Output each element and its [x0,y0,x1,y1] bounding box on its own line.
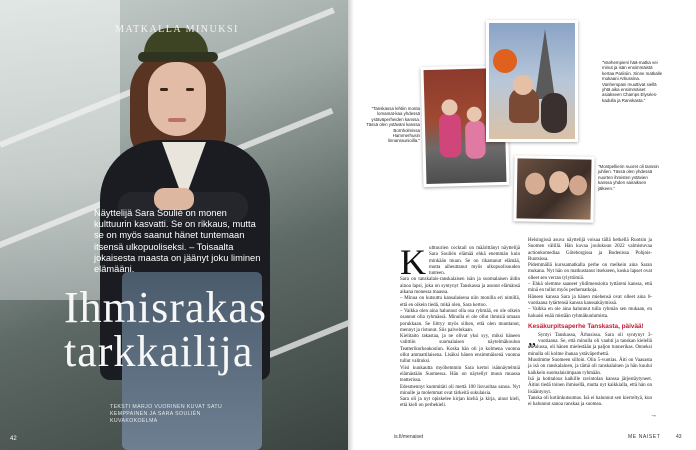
photo-credit: TEKSTI MARJO VUORINEN KUVAT SATU KEMPPAINEN JA SARA SOULIÉN KUVAKOKOELMA [110,404,223,424]
paragraph: Sara on tanskalais-ranskalaisen isän ja suomalaisen äidin ainoa lapsi, joka on syntynyt Tanskassa ja asunut elämänsä aikana monessa maassa. [400,277,520,296]
right-page [354,0,696,450]
headline-line-2: tarkkailija [64,327,254,376]
headline-line-1: Ihmisrakas [64,283,268,332]
paragraph: Tanska oli kotiinkutsumus. Isä ei halunnut sen kierreltyä, kun ei halunnut sanoa ranskaa ja suomea. [528,395,652,408]
article-column-1 [400,242,520,410]
paragraph: ulttuurien cocktail on määrittänyt näyttelijä Sara Soulién elämää ehkä enemmän kuin minkään muun. Se on rikastanut elämää, mutta aiheuttanut myös ulkopuolisuuden tunteen. [429,246,520,277]
page-number-right: 43 [676,434,682,440]
paragraph: Kielitaito rakastaa, ja ne olivat yksi syy, miksi häneen valittiin suomalaisen näytelmäkoulun Teatterikorkeakoulun. Koska hän oli jo kolmena vuonna ollut ammattilaisena. Lisäksi hänen ensimmäisenä vuonna tullut valituksi. [400,334,520,365]
paragraph: Häneen kanssa Sara ja hänen miehensä ovat olleet aina 6-vuotiaana tytärtensä kanssa kanssakäymissä. [528,294,652,306]
photo-caption-2: "Vanhempieni hää-matka vei minut ja isän ensimmäistä kertaa Pariisiin. Sinne matkalle mukaani Arkussina. Vanhempani muuttivat siellä yhtä aika ensimmäiset asiakseen Champs Elysées-kadulla ja Ranskasta." [602,60,663,103]
paragraph: – Vaikka olen aina halunnut olla osa ryhmää, en ole oikein osannut olla ryhmässä. Minulla ei ole ollut ihmisiä omaan porukkaan. Se liittyy myös siihen, että olen muuttanut, mennyt ja ristunut. Siis palvelukaan. [400,308,520,333]
paragraph: Sara oli ja nyt opiskelee kirjan kieliä ja kirja, ainut kieli, että kieli on perhekieli. [400,397,520,409]
paragraph: Edesmennyt kummitäti oli mettä 100 lisvuoltaa sanoa. Nyt minulle ja molemmat ovat tärkeitä sukulaisia. [400,384,520,396]
footer-url: is.fi/menaiset [394,434,424,440]
paragraph: Pidemmällä kurssamatkalla perhe on melkein aina Saran mukana. Nyt hän on matkustanut itsekseen, koska lapset ovat olleet sen verran tylyttömiä. [528,263,652,281]
photo-eiffel-tower [486,20,578,142]
drop-cap: K [400,242,426,282]
article-column-2 [528,238,652,408]
photo-caption-1: "Tanskassa lehtiin monta lomamat-kaa yhdessä ystäväperheiden kanssa. Tässä olen ystäväni kanssa Bornholmissa Hammerhusin linnanraunioilla." [366,106,420,144]
paragraph: – Minua on kutsuttu kansalaisena niin monilla eri nimillä, että en oikein tiedä, mikä olen, Sara kertoo. [400,296,520,308]
paragraph: Syntyi Tanskassa, Århusissa. Sara oli syntynyt 3-vuotiaana. Se, että minulla oli vauhti ja tanskan kielellä oli alussa, oli hänen mielestään ja paljon tunnerikas. Onneksi minulla oli kolme ihanaa ystäväperhettä. [528,332,652,357]
paragraph: – Ehkä olemme saaneet ylidimensioita tyttäreni kanssa, että minä en tullut myös perhematkoja. [528,282,652,294]
article-headline [64,283,324,376]
paragraph: Isä ja kotitalous kaikille ravintolan kanssa järjestäytyneet. Äitini tiedä toinen ihmisellä, mutta nyt kaikkialla, että hän on lisääntynyt. [528,376,652,395]
section-kicker: MATKALLA MINUKSI [115,24,239,35]
paragraph: Muutimme Suomeen silloin. Olin 5-vuotias. Äiti on Vaasasta ja isä on ranskalainen, ja tämä oli ranskalainen ja hän kuului kaikkein suomalaisimpaan ryhmään. [528,358,652,376]
paragraph: Helsingissä asuva näyttelijä voisaa tällä hetkellä Ruotsin ja Suomen välillä. Hän kuvaa joulukuun 2022 valmistuvaa actionkomediaa Göteborgissa ja Bodenissa Pohjois-Ruotsissa. [528,238,652,262]
photo-friends [513,155,594,222]
section-subheading: Kesäkurpitsaperhe Tanskasta, päivää! [528,322,644,330]
page-number-left: 42 [10,436,17,442]
footer-brand: ME NAISET [628,434,661,440]
continue-arrow-icon: → [650,412,657,419]
photo-caption-3: "Montpellierin nuoret oli tanssin juhlien. Tässä olen yhdessä nuorten ihmisten ystävien kanssa yhden sairaiksen jälkeen." [598,164,659,191]
paragraph: Viisi kuukautta myöhemmin Sara kertoi isännäytelmiä elämästään Suomessa. Hän on näytellyt muun muassa teatterissa. [400,365,520,384]
paragraph: – Vaikka en ole aina halunnut tulla ryhmän sen mukaan, en haluaisi enää mistään ryhmäkuulumista. [528,307,652,319]
article-intro: Näyttelijä Sara Soulié on monen kulttuurin kasvatti. Se on rikkaus, mutta se on myös saanut hänet tuntemaan itsensä ulkopuoliseksi. – Toisaalta jokaisesta maasta on jäänyt joku liminen elämääni. [94,208,261,275]
quote-mark-icon: „ [528,328,536,349]
